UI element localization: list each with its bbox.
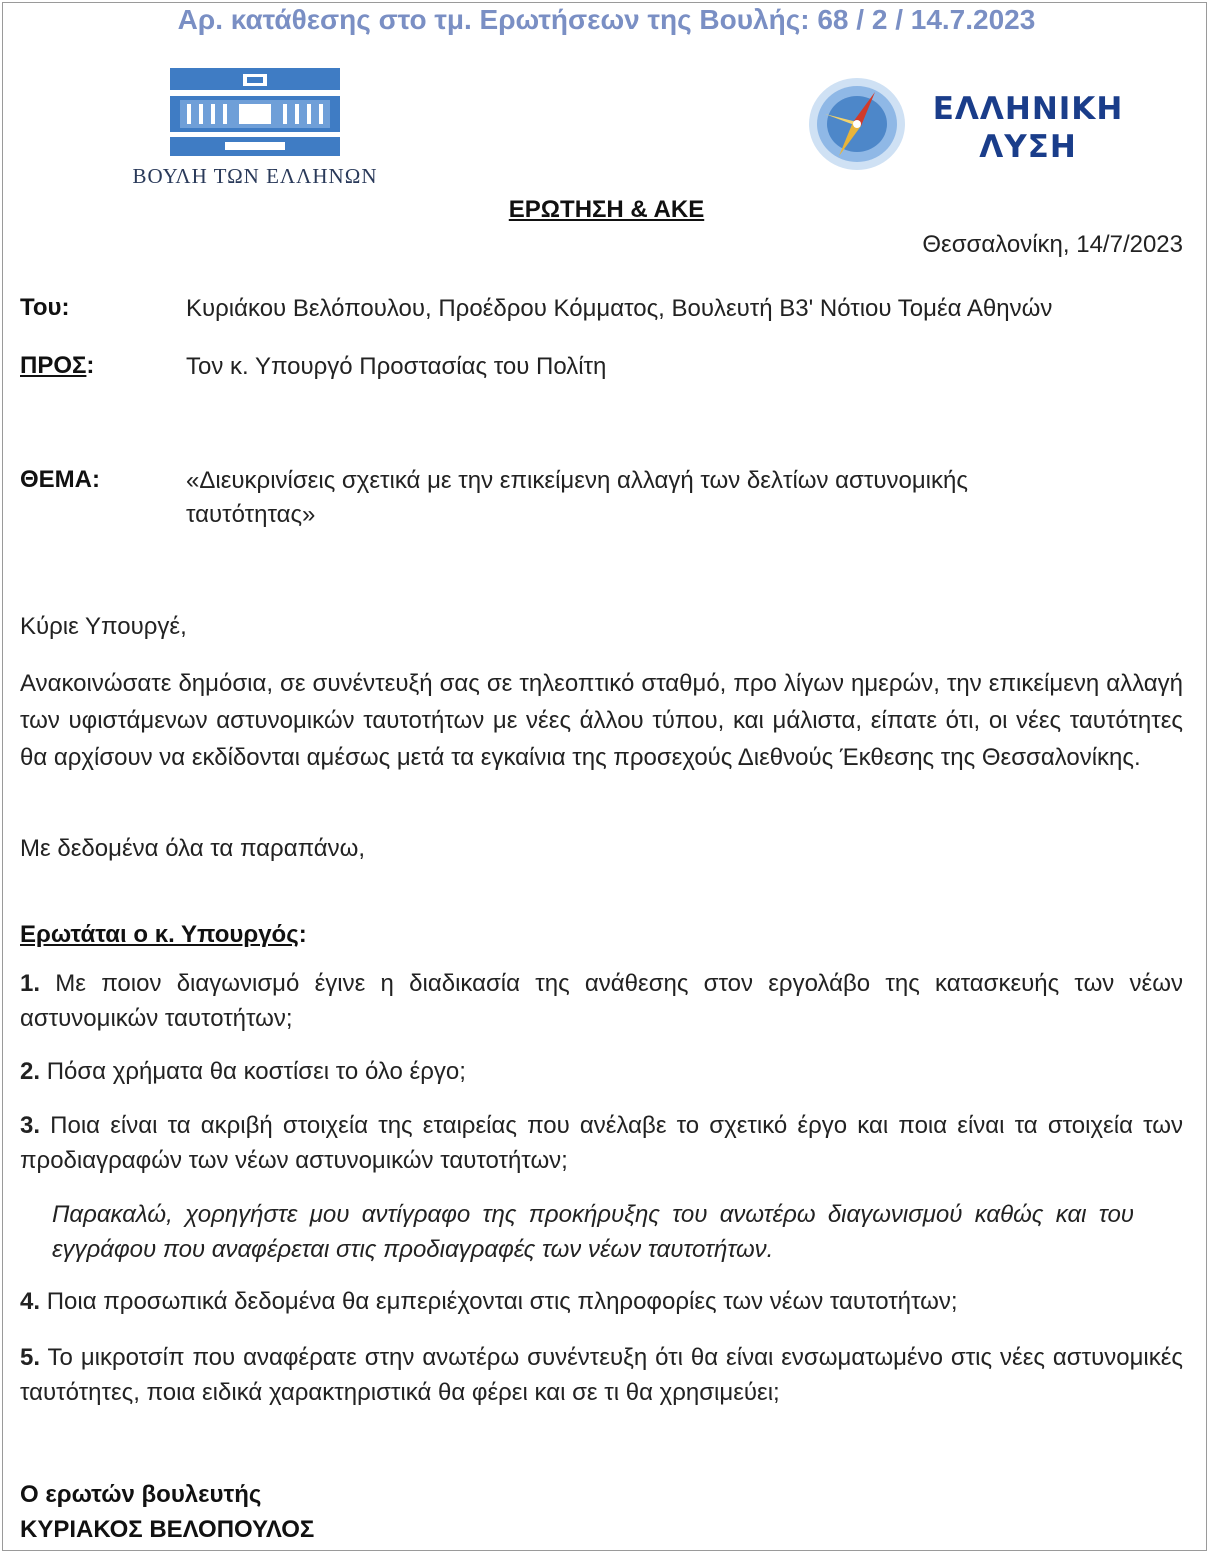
parliament-logo: [105, 68, 405, 193]
body-paragraph: Ανακοινώσατε δημόσια, σε συνέντευξή σας σε τηλεοπτικό σταθμό, προ λίγων ημερών, την επικείμενη αλλαγή των υφιστάμενων αστυνομικών ταυτοτήτων με νέες άλλου τύπου, και μάλιστα, είπατε ότι, οι νέες ταυτότητες θα αρχίσουν να εκδίδονται αμέσως μετά τα εγκαίνια της προσεχούς Διεθνούς Έκθεσης της Θεσσαλονίκης.: [20, 670, 1183, 771]
question-item: [20, 966, 1183, 1036]
party-name: [923, 90, 1133, 166]
to-label: [20, 352, 94, 380]
to-label-text: ΠΡΟΣ: [20, 352, 87, 379]
question-number: 2.: [20, 1058, 41, 1085]
question-number: 4.: [20, 1288, 41, 1315]
question-item: [20, 1108, 1183, 1178]
question-number: 3.: [20, 1112, 41, 1139]
signature-role: Ο ερωτών βουλευτής: [20, 1481, 262, 1508]
subject-line2: ταυτότητας»: [186, 501, 316, 528]
document-title: ΕΡΩΤΗΣΗ & ΑΚΕ: [508, 196, 705, 223]
question-number: 5.: [20, 1344, 41, 1371]
transition-text: Με δεδομένα όλα τα παραπάνω,: [20, 835, 366, 862]
document-request-note: Παρακαλώ, χορηγήστε μου αντίγραφο της προκήρυξης του ανωτέρω διαγωνισμού καθώς και του εγγράφου που αναφέρεται στις προδιαγραφές των νέων ταυτοτήτων.: [52, 1201, 1134, 1263]
question-text: Με ποιον διαγωνισμό έγινε η διαδικασία της ανάθεσης στον εργολάβο της κατασκευής των νέων αστυνομικών ταυτοτήτων;: [20, 970, 1183, 1032]
questions-heading: [20, 921, 307, 949]
from-value: Κυριάκου Βελόπουλου, Προέδρου Κόμματος, Βουλευτή Β3' Νότιου Τομέα Αθηνών: [186, 295, 1053, 322]
party-name-line2: ΛΥΣΗ: [979, 129, 1077, 165]
questions-heading-text: Ερωτάται ο κ. Υπουργός: [20, 921, 299, 948]
to-label-colon: :: [86, 352, 95, 379]
question-text: Το μικροτσίπ που αναφέρατε στην ανωτέρω συνέντευξη ότι θα είναι ενσωματωμένο στις νέες αστυνομικές ταυτότητες, ποια ειδικά χαρακτηριστικά θα φέρει και σε τι θα χρησιμεύει;: [20, 1344, 1184, 1406]
question-text: Ποια προσωπικά δεδομένα θα εμπεριέχονται στις πληροφορίες των νέων ταυτοτήτων;: [46, 1288, 958, 1315]
parliament-building-icon: [165, 68, 345, 160]
question-item: [20, 1054, 1183, 1089]
subject-value: [186, 464, 968, 532]
subject-line1: «Διευκρινίσεις σχετικά με την επικείμενη αλλαγή των δελτίων αστυνομικής: [186, 467, 968, 494]
party-name-line1: ΕΛΛΗΝΙΚΗ: [932, 91, 1124, 127]
salutation: Κύριε Υπουργέ,: [20, 613, 187, 640]
parliament-name: ΒΟΥΛΗ ΤΩΝ ΕΛΛΗΝΩΝ: [132, 164, 378, 188]
question-item: [20, 1284, 1183, 1319]
question-text: Πόσα χρήματα θα κοστίσει το όλο έργο;: [46, 1058, 466, 1085]
question-text: Ποια είναι τα ακριβή στοιχεία της εταιρείας που ανέλαβε το σχετικό έργο και ποια είναι τα στοιχεία των προδιαγραφών των νέων αστυνομικών ταυτοτήτων;: [20, 1112, 1183, 1174]
question-number: 1.: [20, 970, 41, 997]
filing-stamp: Αρ. κατάθεσης στο τμ. Ερωτήσεων της Βουλής: 68 / 2 / 14.7.2023: [177, 4, 1036, 35]
from-label: Του:: [20, 294, 70, 321]
question-item: [20, 1340, 1183, 1410]
party-logo: [805, 74, 1135, 174]
signature-name: ΚΥΡΙΑΚΟΣ ΒΕΛΟΠΟΥΛΟΣ: [20, 1516, 315, 1543]
to-value: Τον κ. Υπουργό Προστασίας του Πολίτη: [186, 353, 607, 380]
place-date: Θεσσαλονίκη, 14/7/2023: [922, 231, 1183, 258]
subject-label: ΘΕΜΑ:: [20, 466, 100, 493]
questions-heading-colon: :: [298, 921, 307, 948]
compass-icon: [805, 74, 915, 174]
